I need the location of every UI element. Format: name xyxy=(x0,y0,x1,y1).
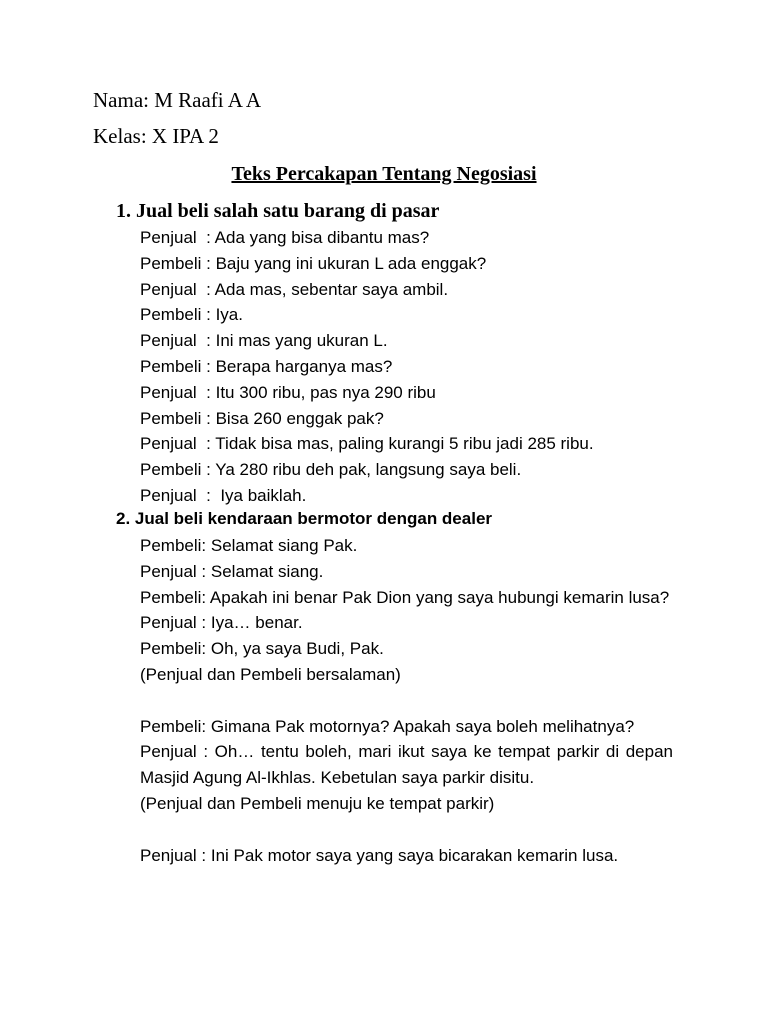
dialogue-line: (Penjual dan Pembeli menuju ke tempat parkir) xyxy=(140,793,495,813)
section-1-dialogue xyxy=(140,225,673,509)
dialogue-line: Penjual : Iya baiklah. xyxy=(140,485,307,505)
dialogue-line: Pembeli: Gimana Pak motornya? Apakah saya boleh melihatnya? xyxy=(140,716,635,736)
dialogue-line: Pembeli: Apakah ini benar Pak Dion yang saya hubungi kemarin lusa? xyxy=(140,587,670,607)
dialogue-line: Pembeli : Berapa harganya mas? xyxy=(140,356,393,376)
dialogue-line: Pembeli : Ya 280 ribu deh pak, langsung saya beli. xyxy=(140,460,522,480)
dialogue-line: Penjual : Selamat siang. xyxy=(140,561,324,581)
student-class: Kelas: X IPA 2 xyxy=(93,124,219,148)
dialogue-line: Penjual : Iya… benar. xyxy=(140,613,303,633)
section-1-heading: 1. Jual beli salah satu barang di pasar xyxy=(116,200,440,222)
blank-line xyxy=(140,817,673,843)
dialogue-line: Pembeli : Baju yang ini ukuran L ada enggak? xyxy=(140,253,487,273)
section-2-heading: 2. Jual beli kendaraan bermotor dengan dealer xyxy=(116,509,493,528)
document-title: Teks Percakapan Tentang Negosiasi xyxy=(231,163,537,185)
dialogue-line: Penjual : Tidak bisa mas, paling kurangi 5 ribu jadi 285 ribu. xyxy=(140,434,594,454)
dialogue-line: (Penjual dan Pembeli bersalaman) xyxy=(140,664,401,684)
dialogue-line: Penjual : Ada yang bisa dibantu mas? xyxy=(140,228,430,247)
student-name: Nama: M Raafi A A xyxy=(93,88,261,112)
dialogue-line: Penjual : Ini Pak motor saya yang saya bicarakan kemarin lusa. xyxy=(140,845,619,865)
dialogue-line: Penjual : Itu 300 ribu, pas nya 290 ribu xyxy=(140,382,436,402)
section-2-dialogue xyxy=(140,533,673,868)
dialogue-line: Penjual : Ini mas yang ukuran L. xyxy=(140,331,388,351)
dialogue-line: Penjual : Ada mas, sebentar saya ambil. xyxy=(140,279,449,299)
dialogue-line: Pembeli: Selamat siang Pak. xyxy=(140,536,358,555)
blank-line xyxy=(140,688,673,714)
dialogue-line: Pembeli : Iya. xyxy=(140,305,243,325)
dialogue-line: Pembeli: Oh, ya saya Budi, Pak. xyxy=(140,639,384,659)
dialogue-line: Pembeli : Bisa 260 enggak pak? xyxy=(140,408,384,428)
dialogue-line: Penjual : Oh… tentu boleh, mari ikut saya ke tempat parkir di depan Masjid Agung Al-Ikhlas. Kebetulan saya parkir disitu. xyxy=(140,742,673,788)
